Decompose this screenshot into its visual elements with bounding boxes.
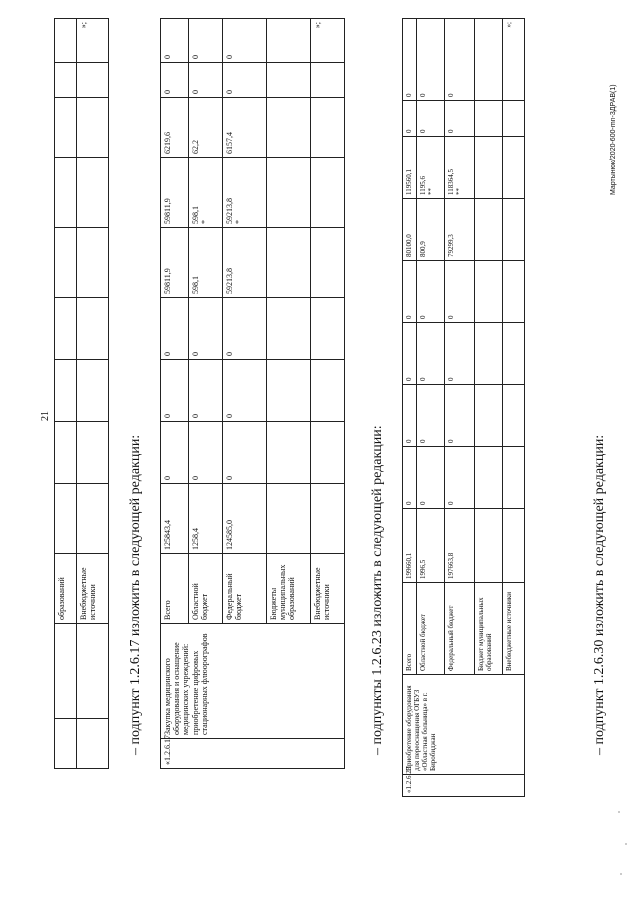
value-cell: 0	[161, 298, 189, 360]
code-cell: «1.2.6.23	[403, 775, 525, 797]
value-cell: 1258,4	[189, 484, 223, 554]
source-cell: Внебюджетные источники	[77, 554, 109, 624]
value-cell: 0	[189, 298, 223, 360]
end-mark: »;	[503, 19, 525, 101]
value-cell: 0	[417, 101, 445, 137]
value-cell: 0	[223, 19, 267, 63]
code-cell: «1.2.6.17	[161, 739, 345, 769]
value-cell: 118364,5 **	[445, 137, 475, 199]
source-cell: Федеральный бюджет	[223, 554, 267, 624]
value-cell: 0	[417, 385, 445, 447]
value-cell: 0	[189, 63, 223, 98]
table-row	[55, 19, 77, 769]
value-cell: 0	[417, 323, 445, 385]
value-cell: 62,2	[189, 98, 223, 158]
table-1-2-6-23	[402, 18, 525, 797]
value-cell: 59213,8 *	[223, 158, 267, 228]
table-row	[77, 19, 109, 769]
value-cell: 0	[403, 323, 417, 385]
value-cell: 0	[445, 385, 475, 447]
source-cell: образований	[55, 554, 77, 624]
value-cell: 80100,0	[403, 199, 417, 261]
source-cell: Внебюджетные источники	[503, 583, 525, 675]
value-cell: 197663,8	[445, 509, 475, 583]
source-cell: Областной бюджет	[189, 554, 223, 624]
value-cell: 59811,9	[161, 158, 189, 228]
value-cell: 0	[189, 19, 223, 63]
value-cell: 0	[403, 261, 417, 323]
scan-artifact	[625, 843, 627, 845]
value-cell: 124585,0	[223, 484, 267, 554]
value-cell: 0	[223, 63, 267, 98]
value-cell: 0	[223, 298, 267, 360]
value-cell: 0	[417, 447, 445, 509]
name-cell: Закупка медицинского оборудования и оснащение медицинских учреждений: приобретение цифровых стационарных флюорографов	[161, 624, 345, 739]
source-cell: Бюджеты муниципальных образований	[267, 554, 311, 624]
value-cell: 0	[189, 422, 223, 484]
value-cell: 0	[189, 360, 223, 422]
value-cell: 125843,4	[161, 484, 189, 554]
source-cell: Всего	[161, 554, 189, 624]
value-cell: 0	[445, 261, 475, 323]
value-cell: 0	[445, 19, 475, 101]
value-cell: 79299,3	[445, 199, 475, 261]
table-1-2-6-17	[160, 18, 345, 769]
source-cell: Всего	[403, 583, 417, 675]
value-cell: 0	[403, 447, 417, 509]
value-cell: 1996,5	[417, 509, 445, 583]
heading-1: – подпункт 1.2.6.17 изложить в следующей редакции:	[128, 434, 143, 755]
value-cell: 0	[161, 63, 189, 98]
value-cell: 1195,6 **	[417, 137, 445, 199]
value-cell: 119560,1	[403, 137, 417, 199]
name-cell: Приобретение оборудования для переоснащения ОГБУЗ «Областная больница» в г. Биробиджан	[403, 675, 525, 775]
value-cell: 0	[161, 360, 189, 422]
value-cell: 0	[223, 360, 267, 422]
value-cell: 0	[417, 261, 445, 323]
value-cell: 6219,6	[161, 98, 189, 158]
table-continuation	[54, 18, 109, 769]
source-cell: Федеральный бюджет	[445, 583, 475, 675]
value-cell: 199660,1	[403, 509, 417, 583]
value-cell: 59213,8	[223, 228, 267, 298]
scan-artifact	[620, 873, 622, 875]
value-cell: 0	[403, 385, 417, 447]
value-cell: 0	[403, 101, 417, 137]
source-cell: Внебюджетные источники	[311, 554, 345, 624]
value-cell: 59811,9	[161, 228, 189, 298]
value-cell: 598,1	[189, 228, 223, 298]
heading-3: – подпункт 1.2.6.30 изложить в следующей редакции:	[592, 434, 607, 755]
heading-2: – подпункты 1.2.6.23 изложить в следующей редакции:	[370, 425, 385, 755]
end-mark: »;	[311, 19, 345, 63]
end-mark: »;	[77, 19, 109, 63]
value-cell: 6157,4	[223, 98, 267, 158]
table-row	[403, 19, 417, 797]
value-cell: 598,1 *	[189, 158, 223, 228]
footer-stamp: Мартынюк/2020-600-mn-3ДРАВ(1)	[610, 84, 617, 195]
value-cell: 0	[445, 101, 475, 137]
page-number: 21	[40, 411, 51, 421]
table-row	[161, 19, 189, 769]
scan-artifact	[618, 811, 620, 813]
value-cell: 0	[161, 422, 189, 484]
value-cell: 0	[445, 323, 475, 385]
source-cell: Бюджет муниципальных образований	[475, 583, 503, 675]
value-cell: 0	[417, 19, 445, 101]
value-cell: 800,9	[417, 199, 445, 261]
source-cell: Областной бюджет	[417, 583, 445, 675]
value-cell: 0	[161, 19, 189, 63]
value-cell: 0	[223, 422, 267, 484]
value-cell: 0	[403, 19, 417, 101]
value-cell: 0	[445, 447, 475, 509]
